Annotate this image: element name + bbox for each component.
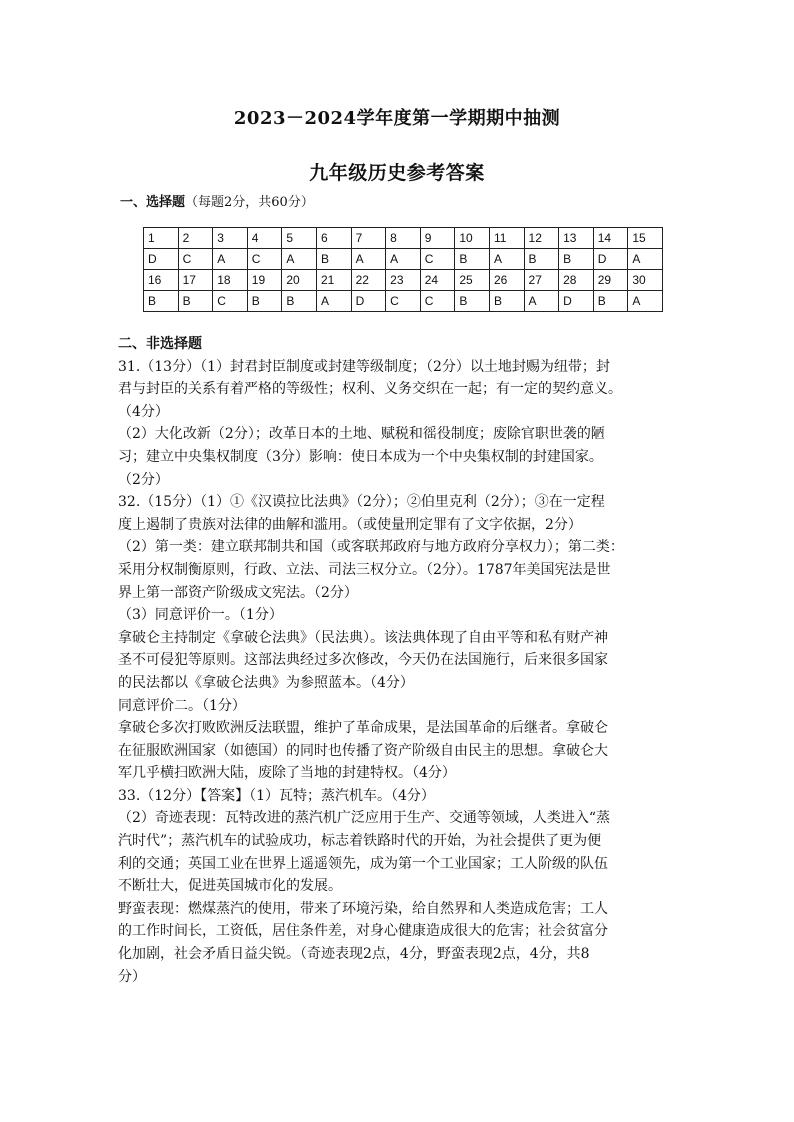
answer-table-cell: B <box>455 249 490 270</box>
answer-table-cell: 24 <box>420 270 455 291</box>
answer-line: 的民法都以《拿破仑法典》为参照蓝本。（4分） <box>118 674 414 691</box>
answer-table-cell: C <box>420 291 455 312</box>
answer-table-cell: 22 <box>351 270 386 291</box>
answer-table-cell: A <box>628 291 663 312</box>
answer-table-cell: 27 <box>524 270 559 291</box>
answer-table-cell: 4 <box>247 228 282 249</box>
answer-line: 汽时代”；蒸汽机车的试验成功，标志着铁路时代的开始，为社会提供了更为便 <box>118 833 602 850</box>
answer-line: 33.（12分）【答案】（1）瓦特；蒸汽机车。（4分） <box>118 787 435 804</box>
answer-table-cell: 20 <box>282 270 317 291</box>
answer-line: 圣不可侵犯等原则。这部法典经过多次修改，今天仍在法国施行，后来很多国家 <box>118 652 608 669</box>
section1-note: （每题2分，共60分） <box>185 195 314 210</box>
answer-table-cell: 6 <box>316 228 351 249</box>
exam-title: 2023－2024学年度第一学期期中抽测 <box>233 108 561 129</box>
answer-table-cell: 9 <box>420 228 455 249</box>
answer-table-cell: B <box>282 291 317 312</box>
answer-line: 拿破仑多次打败欧洲反法联盟，维护了革命成果，是法国革命的后继者。拿破仑 <box>118 720 608 737</box>
answer-table-cell: B <box>316 249 351 270</box>
answer-table-cell: 30 <box>628 270 663 291</box>
answer-table-row <box>144 270 663 291</box>
answer-table-cell: 11 <box>489 228 524 249</box>
answer-line: 利的交通；英国工业在世界上遥遥领先，成为第一个工业国家；工人阶级的队伍 <box>118 855 608 872</box>
answer-table-cell: B <box>144 291 179 312</box>
answer-table-cell: D <box>351 291 386 312</box>
answer-line: 度上遏制了贵族对法律的曲解和滥用。（或使量刑定罪有了文字依据，2分） <box>118 516 582 533</box>
answer-table-cell: A <box>386 249 421 270</box>
answer-table-cell: A <box>351 249 386 270</box>
answer-table-cell: D <box>593 249 628 270</box>
answer-line: 君与封臣的关系有着严格的等级性；权利、义务交织在一起；有一定的契约意义。 <box>118 381 622 398</box>
answer-line: （2分） <box>118 471 169 488</box>
document-title: 九年级历史参考答案 <box>309 162 485 184</box>
answer-table-cell: B <box>593 291 628 312</box>
answer-table-cell: B <box>524 249 559 270</box>
answer-table-cell: D <box>144 249 179 270</box>
answer-line: （4分） <box>118 403 169 420</box>
answer-table-cell: C <box>247 249 282 270</box>
answer-table-cell: C <box>213 291 248 312</box>
answer-line: （2）大化改新（2分）；改革日本的土地、赋税和徭役制度；废除官职世袭的陋 <box>118 426 605 443</box>
answer-table-cell: 8 <box>386 228 421 249</box>
answer-table-cell: 7 <box>351 228 386 249</box>
answer-lines <box>118 356 688 989</box>
answer-table-cell: 13 <box>559 228 594 249</box>
answer-line: （2）第一类：建立联邦制共和国（或客联邦政府与地方政府分享权力）；第二类： <box>118 539 624 556</box>
answer-table-cell: A <box>213 249 248 270</box>
answer-table-cell: 25 <box>455 270 490 291</box>
answer-table-cell: C <box>178 249 213 270</box>
answer-line: （3）同意评价一。（1分） <box>118 607 283 624</box>
answer-table-cell: 12 <box>524 228 559 249</box>
answer-body <box>118 333 688 988</box>
section1-heading: 一、选择题 <box>120 195 186 210</box>
section2-heading: 二、非选择题 <box>118 336 202 352</box>
answer-line: 军几乎横扫欧洲大陆，废除了当地的封建特权。（4分） <box>118 765 456 782</box>
answer-table-cell: 29 <box>593 270 628 291</box>
answer-table-cell: A <box>628 249 663 270</box>
answer-table-cell: C <box>420 249 455 270</box>
answer-table-cell: 1 <box>144 228 179 249</box>
answer-line: 习；建立中央集权制度（3分）影响：使日本成为一个中央集权制的封建国家。 <box>118 448 603 465</box>
answer-line: 不断壮大，促进英国城市化的发展。 <box>118 878 342 895</box>
answer-table-cell: 23 <box>386 270 421 291</box>
answer-line: 32.（15分）（1）①《汉谟拉比法典》（2分）；②伯里克利（2分）；③在一定程 <box>118 494 605 511</box>
answer-table-cell: 10 <box>455 228 490 249</box>
answer-table-row <box>144 228 663 249</box>
answer-line: 采用分权制衡原则，行政、立法、司法三权分立。（2分）。1787年美国宪法是世 <box>118 561 611 578</box>
answer-table-cell: A <box>524 291 559 312</box>
answer-table-cell: 18 <box>213 270 248 291</box>
answer-table-cell: 14 <box>593 228 628 249</box>
answer-line: 在征服欧洲国家（如德国）的同时也传播了资产阶级自由民主的思想。拿破仑大 <box>118 742 608 759</box>
answer-table-cell: B <box>178 291 213 312</box>
answer-table <box>143 227 663 312</box>
answer-line: 拿破仑主持制定《拿破仑法典》（民法典）。该法典体现了自由平等和私有财产神 <box>118 629 608 646</box>
answer-line: （2）奇迹表现：瓦特改进的蒸汽机广泛应用于生产、交通等领域，人类进入“蒸 <box>118 810 611 827</box>
answer-table-cell: A <box>282 249 317 270</box>
answer-table-cell: 16 <box>144 270 179 291</box>
answer-table-cell: 19 <box>247 270 282 291</box>
answer-table-cell: B <box>455 291 490 312</box>
answer-table-row <box>144 249 663 270</box>
answer-table-cell: 3 <box>213 228 248 249</box>
answer-table-cell: A <box>489 249 524 270</box>
section1-header <box>120 191 314 210</box>
answer-line: 界上第一部资产阶级成文宪法。（2分） <box>118 584 358 601</box>
answer-line: 的工作时间长，工资低，居住条件差，对身心健康造成很大的危害；社会贫富分 <box>118 923 608 940</box>
answer-table-cell: 15 <box>628 228 663 249</box>
answer-table-cell: A <box>316 291 351 312</box>
answer-line: 野蛮表现：燃煤蒸汽的使用，带来了环境污染，给自然界和人类造成危害；工人 <box>118 900 608 917</box>
answer-table-cell: B <box>559 249 594 270</box>
answer-table-cell: 2 <box>178 228 213 249</box>
answer-line: 31.（13分）（1）封君封臣制度或封建等级制度；（2分）以土地封赐为纽带；封 <box>118 358 610 375</box>
answer-table-cell: 21 <box>316 270 351 291</box>
answer-table-cell: 26 <box>489 270 524 291</box>
answer-table-cell: B <box>489 291 524 312</box>
answer-table-cell: C <box>386 291 421 312</box>
answer-line: 同意评价二。（1分） <box>118 697 246 714</box>
answer-table-row <box>144 291 663 312</box>
answer-line: 化加剧，社会矛盾日益尖锐。（奇迹表现2点，4分，野蛮表现2点，4分，共8 <box>118 946 590 963</box>
answer-table-cell: D <box>559 291 594 312</box>
answer-line: 分） <box>118 968 146 985</box>
answer-table-cell: 28 <box>559 270 594 291</box>
answer-table-cell: B <box>247 291 282 312</box>
answer-table-cell: 17 <box>178 270 213 291</box>
answer-table-cell: 5 <box>282 228 317 249</box>
